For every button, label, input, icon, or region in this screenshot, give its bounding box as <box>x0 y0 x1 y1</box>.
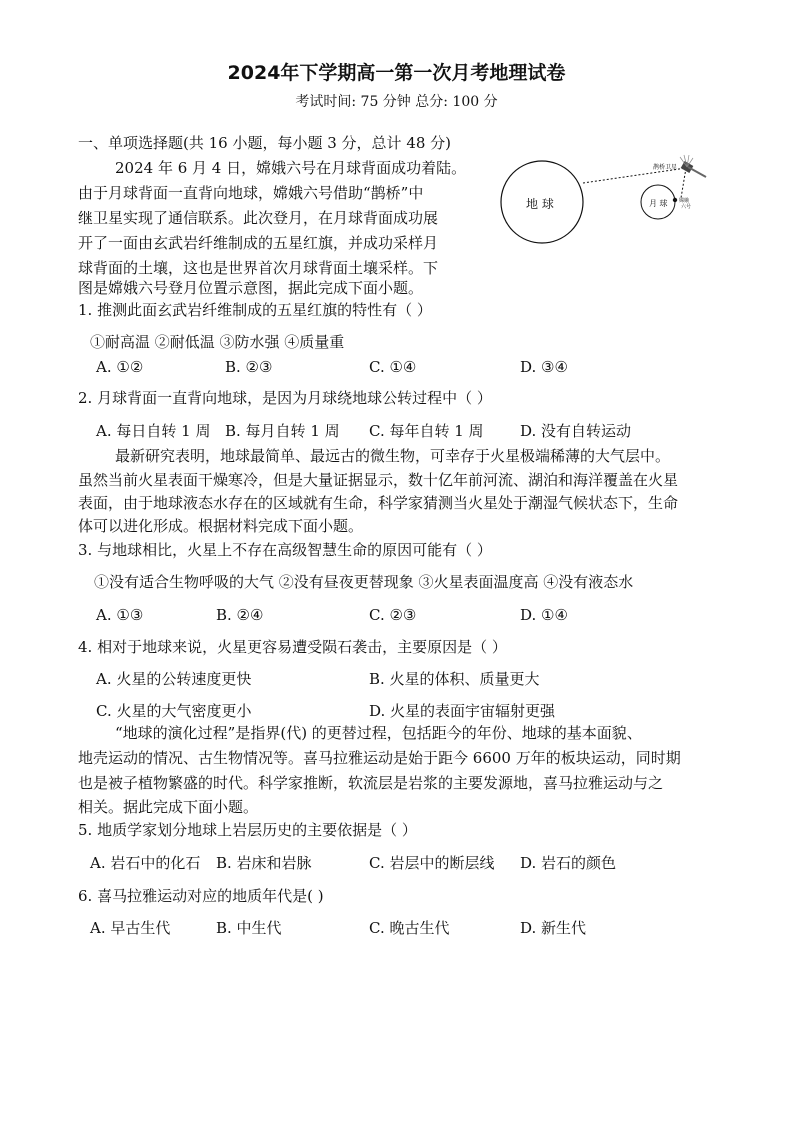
option-a[interactable]: A. 早古生代 <box>90 919 171 937</box>
option-b[interactable]: B. ②④ <box>216 606 264 624</box>
exam-meta: 考试时间: 75 分钟 总分: 100 分 <box>295 94 498 110</box>
passage-line: 也是被子植物繁盛的时代。科学家推断，软流层是岩浆的主要发源地，喜马拉雅运动与之 <box>78 774 664 792</box>
question-stem: 3. 与地球相比，火星上不存在高级智慧生命的原因可能有（ ） <box>78 541 492 559</box>
lander-label: 六号 <box>681 204 692 210</box>
passage-line: 由于月球背面一直背向地球，嫦娥六号借助“鹊桥”中 <box>78 184 424 202</box>
earth-label: 地 球 <box>526 197 554 211</box>
relay-label: 鹊桥卫星 <box>653 164 678 171</box>
relay-to-moon-line <box>681 168 686 198</box>
question-stem: 4. 相对于地球来说，火星更容易遭受陨石袭击，主要原因是（ ） <box>78 638 507 656</box>
option-c[interactable]: C. 岩层中的断层线 <box>369 854 495 872</box>
passage-line: 开了一面由玄武岩纤维制成的五星红旗，并成功采样月 <box>78 234 439 252</box>
lander-label: 嫦娥 <box>679 198 690 204</box>
option-b[interactable]: B. 每月自转 1 周 <box>225 422 340 440</box>
passage-line: 最新研究表明，地球最简单、最远古的微生物，可幸存于火星极端稀薄的大气层中。 <box>115 447 671 465</box>
option-d[interactable]: D. 没有自转运动 <box>520 422 632 440</box>
question-items: ①耐高温 ②耐低温 ③防水强 ④质量重 <box>90 333 345 351</box>
option-c[interactable]: C. 晚古生代 <box>369 919 450 937</box>
passage-line: 地壳运动的情况、古生物情况等。喜马拉雅运动是始于距今 6600 万年的板块运动，同时期 <box>78 749 681 767</box>
option-d[interactable]: D. 岩石的颜色 <box>520 854 617 872</box>
option-b[interactable]: B. ②③ <box>225 358 273 376</box>
option-c[interactable]: C. ①④ <box>369 358 417 376</box>
option-b[interactable]: B. 中生代 <box>216 919 282 937</box>
passage-line: 继卫星实现了通信联系。此次登月，在月球背面成功展 <box>78 209 439 227</box>
passage-line: 表面，由于地球液态水存在的区域就有生命，科学家猜测当火星处于潮湿气候状态下，生命 <box>78 494 679 512</box>
option-c[interactable]: C. 火星的大气密度更小 <box>96 702 252 720</box>
lander-dot <box>673 198 677 202</box>
option-b[interactable]: B. 火星的体积、质量更大 <box>369 670 540 688</box>
option-d[interactable]: D. 火星的表面宇宙辐射更强 <box>369 702 556 720</box>
option-a[interactable]: A. 每日自转 1 周 <box>96 422 211 440</box>
passage-line: 体可以进化形成。根据材料完成下面小题。 <box>78 517 364 535</box>
question-stem: 5. 地质学家划分地球上岩层历史的主要依据是（ ） <box>78 821 417 839</box>
option-c[interactable]: C. 每年自转 1 周 <box>369 422 484 440</box>
option-a[interactable]: A. ①③ <box>96 606 144 624</box>
question-stem: 1. 推测此面玄武岩纤维制成的五星红旗的特性有（ ） <box>78 301 432 319</box>
question-stem: 2. 月球背面一直背向地球，是因为月球绕地球公转过程中（ ） <box>78 389 492 407</box>
section-heading: 一、单项选择题(共 16 小题，每小题 3 分，总计 48 分) <box>78 134 452 152</box>
option-d[interactable]: D. 新生代 <box>520 919 587 937</box>
option-d[interactable]: D. ①④ <box>520 606 568 624</box>
option-a[interactable]: A. ①② <box>96 358 144 376</box>
question-stem: 6. 喜马拉雅运动对应的地质年代是( ) <box>78 887 324 905</box>
passage-line: 图是嫦娥六号登月位置示意图，据此完成下面小题。 <box>78 279 424 297</box>
passage-line: 球背面的土壤，这也是世界首次月球背面土壤采样。下 <box>78 259 439 277</box>
chang-e-6-position-diagram <box>496 150 720 250</box>
passage-line: 虽然当前火星表面干燥寒冷，但是大量证据显示，数十亿年前河流、湖泊和海洋覆盖在火星 <box>78 471 679 489</box>
page-title: 2024年下学期高一第一次月考地理试卷 <box>227 62 566 84</box>
option-a[interactable]: A. 岩石中的化石 <box>90 854 201 872</box>
option-b[interactable]: B. 岩床和岩脉 <box>216 854 312 872</box>
passage-line: 2024 年 6 月 4 日，嫦娥六号在月球背面成功着陆。 <box>115 159 467 177</box>
option-a[interactable]: A. 火星的公转速度更快 <box>96 670 252 688</box>
relay-satellite-icon <box>680 155 706 177</box>
option-c[interactable]: C. ②③ <box>369 606 417 624</box>
moon-label: 月 球 <box>649 199 668 208</box>
passage-line: 相关。据此完成下面小题。 <box>78 798 259 816</box>
question-items: ①没有适合生物呼吸的大气 ②没有昼夜更替现象 ③火星表面温度高 ④没有液态水 <box>94 573 634 591</box>
option-d[interactable]: D. ③④ <box>520 358 568 376</box>
passage-line: “地球的演化过程”是指界(代) 的更替过程，包括距今的年份、地球的基本面貌、 <box>115 724 642 742</box>
